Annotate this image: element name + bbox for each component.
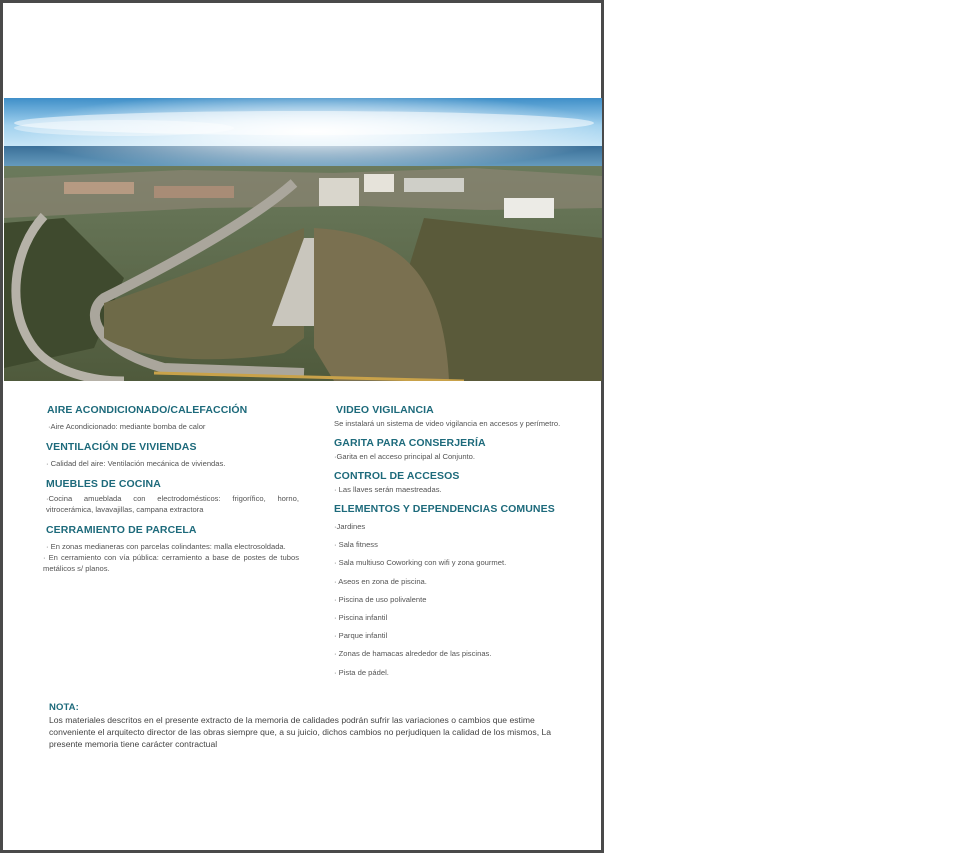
section-text: · Calidad del aire: Ventilación mecánica de viviendas.	[46, 459, 226, 468]
section-title: CERRAMIENTO DE PARCELA	[46, 524, 197, 536]
section-title: GARITA PARA CONSERJERÍA	[334, 437, 486, 449]
section-text: ·Cocina amueblada con electrodomésticos: frigorífico, horno, vitrocerámica, lavavajillas, campana extractora	[46, 494, 299, 514]
section-enclosure	[43, 524, 299, 574]
list-item: · Parque infantil	[334, 631, 388, 641]
section-text: ·Aire Acondicionado: mediante bomba de calor	[48, 422, 206, 431]
list-item: · Piscina de uso polivalente	[334, 594, 427, 604]
section-video-surveillance	[334, 404, 586, 429]
section-title: MUEBLES DE COCINA	[46, 478, 161, 490]
note-text: Los materiales descritos en el presente extracto de la memoria de calidades podrán sufrir las variaciones o cambios que estime conveniente el arquitecto director de las obras siempre que, a su juicio, dichos cambios no perjudiquen la calidad de los mismos, La presente memoria tiene carácter contractual	[49, 715, 552, 749]
section-concierge	[334, 437, 586, 462]
section-title: VENTILACIÓN DE VIVIENDAS	[46, 441, 197, 453]
list-item: · Aseos en zona de piscina.	[334, 576, 427, 586]
section-text: · Las llaves serán maestreadas.	[334, 485, 442, 494]
section-access-control	[334, 470, 586, 495]
list-item: · Sala fitness	[334, 540, 378, 550]
left-column	[43, 404, 299, 583]
list-item: ·Jardines	[334, 522, 366, 531]
section-title: CONTROL DE ACCESOS	[334, 470, 460, 482]
right-column	[334, 404, 586, 688]
aerial-landscape-image	[4, 98, 602, 381]
common-areas-list	[334, 520, 586, 680]
section-title: VIDEO VIGILANCIA	[336, 404, 434, 416]
list-item: · Zonas de hamacas alrededor de las piscinas.	[334, 649, 492, 659]
aerial-photo	[4, 98, 602, 381]
section-air-conditioning	[43, 404, 299, 432]
list-item: · Piscina infantil	[334, 613, 388, 623]
section-ventilation	[43, 441, 299, 469]
section-text: · En zonas medianeras con parcelas colindantes: malla electrosoldada.	[46, 542, 286, 551]
list-item: · Sala multiuso Coworking con wifi y zona gourmet.	[334, 558, 507, 568]
section-title: ELEMENTOS Y DEPENDENCIAS COMUNES	[334, 503, 555, 515]
section-text: Se instalará un sistema de video vigilancia en accesos y perímetro.	[334, 419, 561, 428]
section-text: ·Garita en el acceso principal al Conjunto.	[334, 452, 475, 461]
section-title: AIRE ACONDICIONADO/CALEFACCIÓN	[47, 404, 248, 416]
note-block	[49, 701, 565, 750]
section-common-areas	[334, 503, 586, 680]
section-text: · En cerramiento con vía pública: cerramiento a base de postes de tubos metálicos s/ planos.	[43, 553, 299, 573]
section-kitchen	[43, 478, 299, 515]
note-title: NOTA:	[49, 702, 79, 713]
list-item: · Pista de pádel.	[334, 667, 389, 677]
